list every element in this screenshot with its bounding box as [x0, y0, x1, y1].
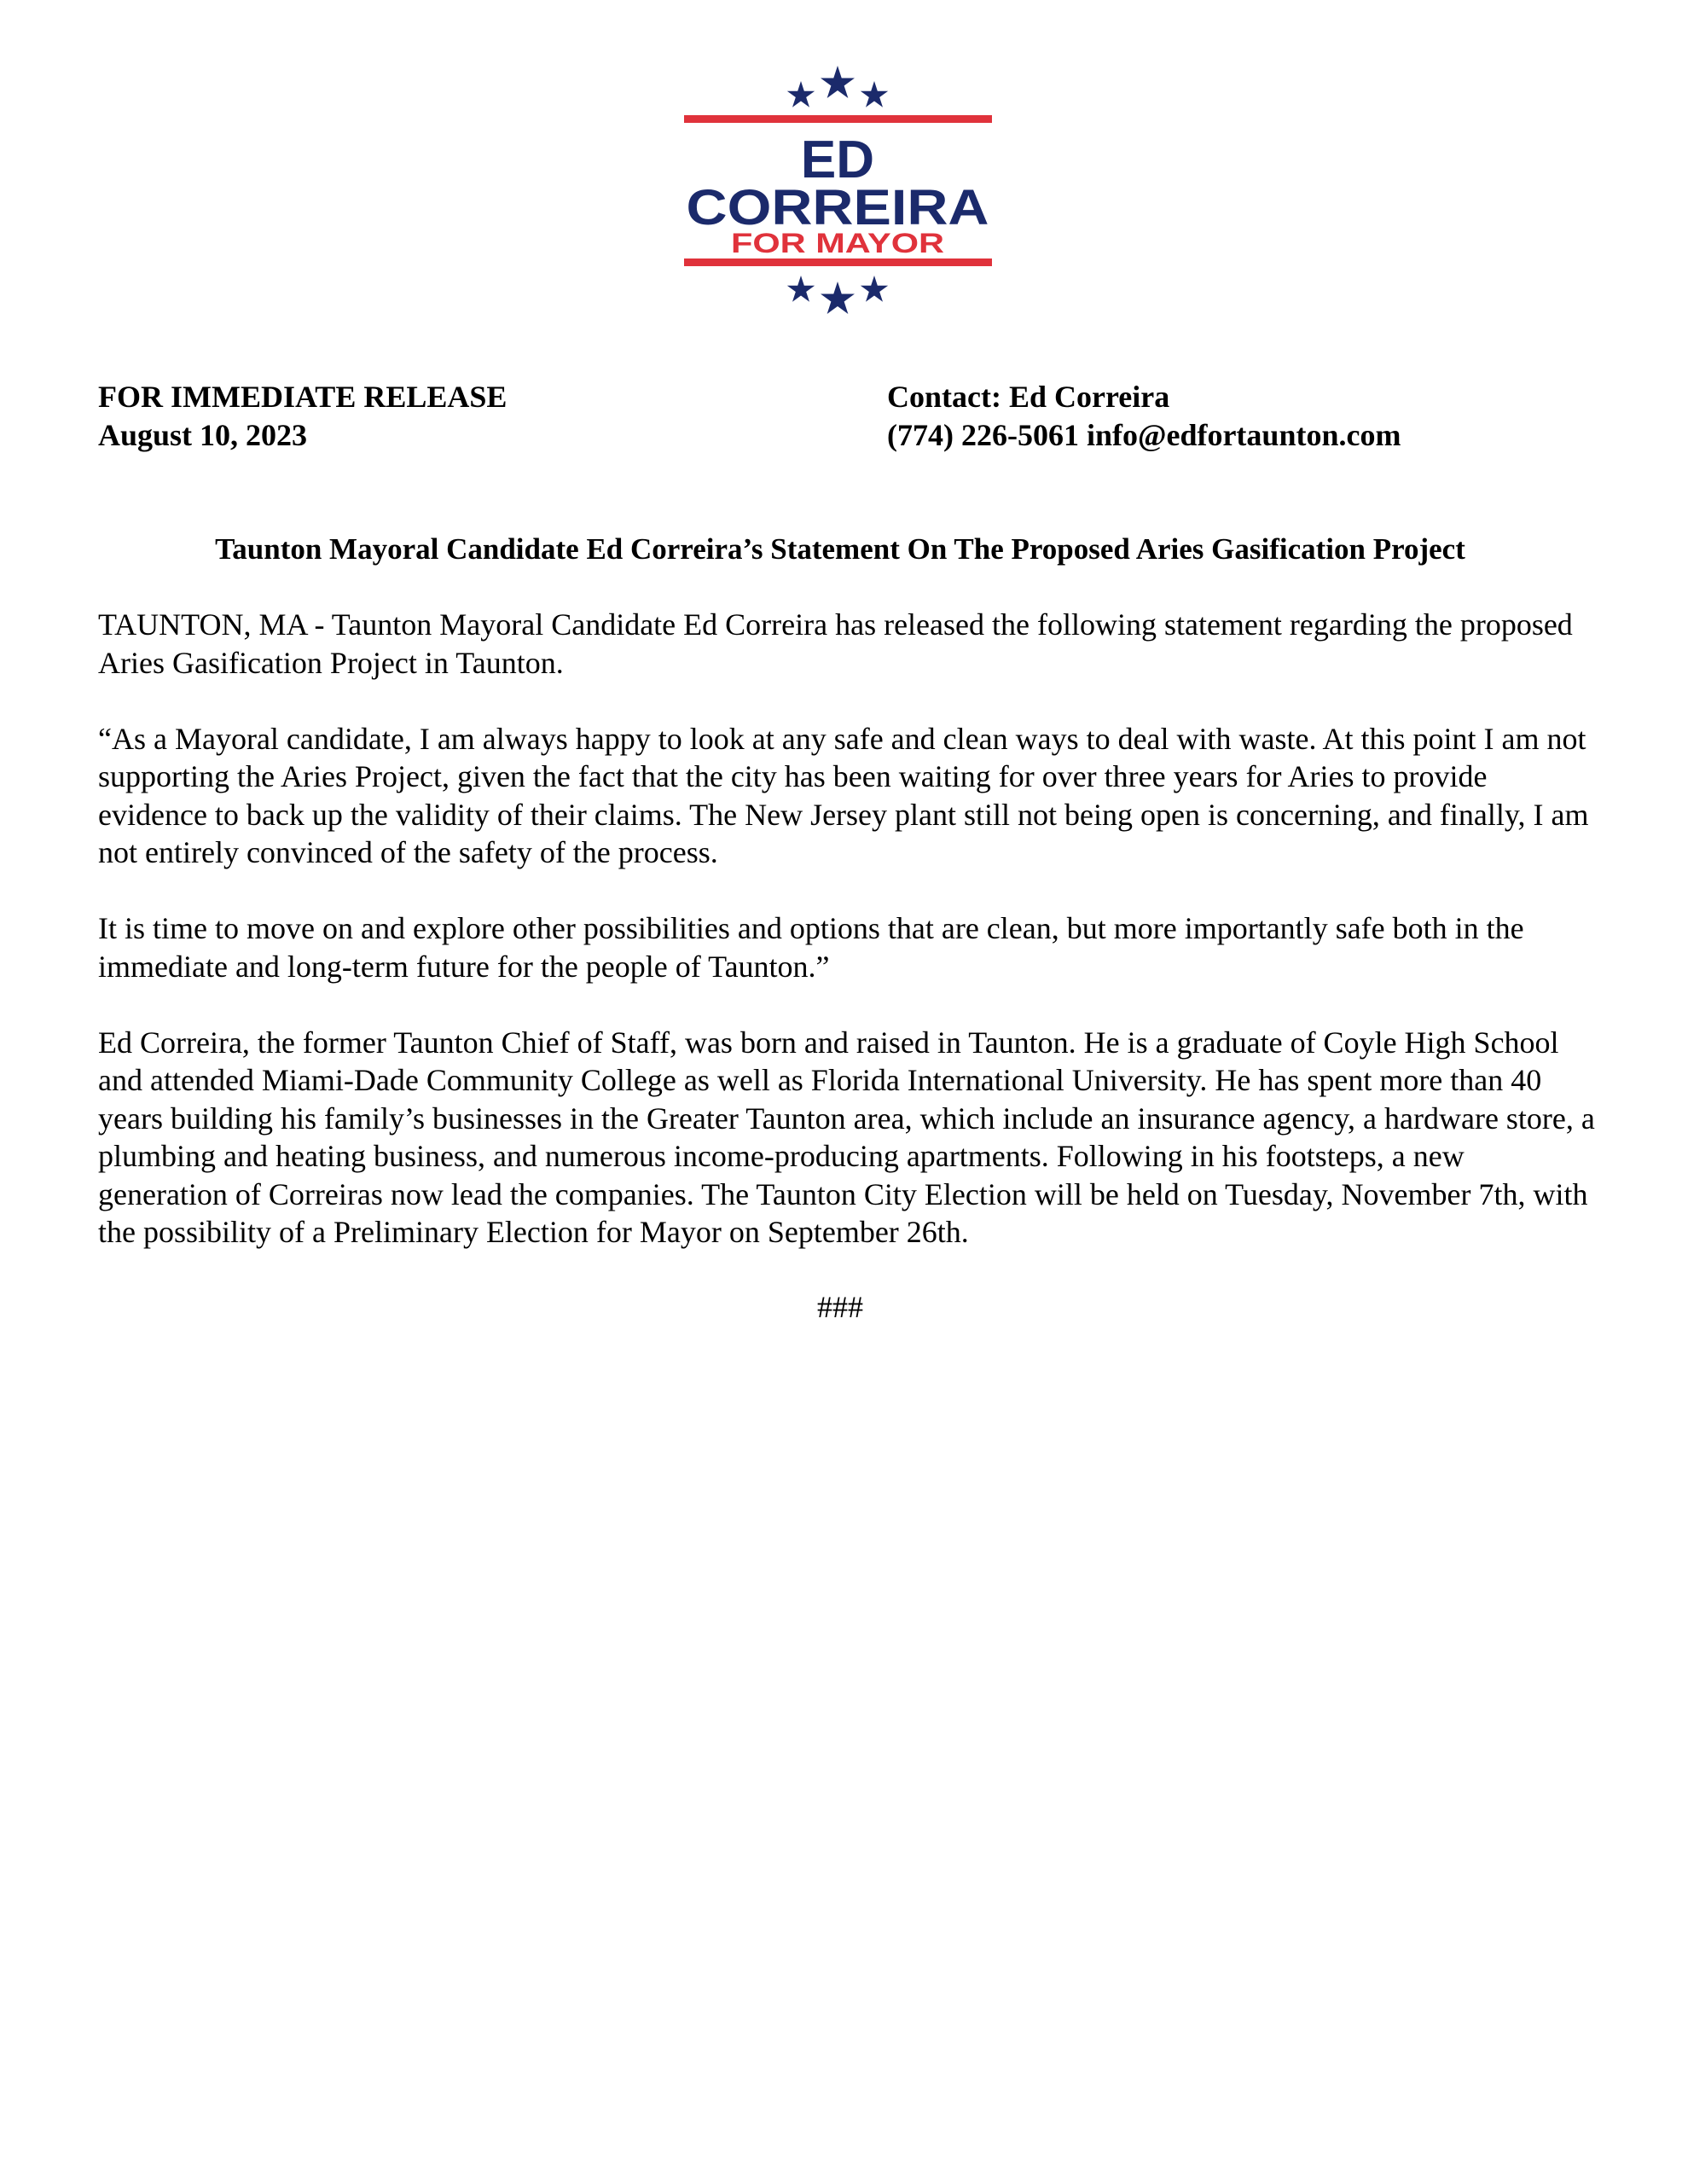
release-info — [98, 378, 507, 455]
paragraph-quote-2: It is time to move on and explore other possibilities and options that are clean, but more importantly safe both in the immediate and long-term future for the people of Taunton.” — [98, 911, 1524, 984]
end-mark: ### — [817, 1290, 863, 1324]
logo-line-correira: CORREIRA — [686, 180, 989, 235]
paragraph-quote-1: “As a Mayoral candidate, I am always happy to look at any safe and clean ways to deal with waste. At this point I am not supporting the Aries Project, given the fact that the city has been waiting for over three years for Aries to provide evidence to back up the validity of their claims. The New Jersey plant still not being open is concerning, and finally, I am not entirely convinced of the safety of the process. — [98, 721, 1589, 869]
bottom-red-rule — [684, 258, 992, 266]
top-red-rule — [684, 115, 992, 123]
paragraph-bio: Ed Correira, the former Taunton Chief of Staff, was born and raised in Taunton. He is a graduate of Coyle High School and attended Miami-Dade Community College as well as Florida International University. He has spent more than 40 years building his family’s businesses in the Greater Taunton area, which include an insurance agency, a hardware store, a plumbing and heating business, and numerous income-producing apartments. Following in his footsteps, a new generation of Correiras now lead the companies. The Taunton City Election will be held on Tuesday, November 7th, with the possibility of a Preliminary Election for Mayor on September 26th. — [98, 1025, 1595, 1249]
logo-line-ed: ED — [800, 131, 875, 189]
release-date: August 10, 2023 — [98, 418, 308, 452]
star-icon — [787, 276, 815, 302]
logo-line-for-mayor: FOR MAYOR — [731, 228, 944, 258]
star-icon — [787, 81, 815, 107]
star-icon — [821, 282, 855, 314]
release-label: FOR IMMEDIATE RELEASE — [98, 380, 508, 414]
headline: Taunton Mayoral Candidate Ed Correira’s Statement On The Proposed Aries Gasification Project — [215, 532, 1465, 566]
paragraph-intro: TAUNTON, MA - Taunton Mayoral Candidate Ed Correira has released the following statement regarding the proposed Aries Gasification Project in Taunton. — [98, 607, 1573, 680]
press-release-body — [98, 606, 1595, 1252]
star-icon — [861, 81, 888, 107]
contact-phone-email: (774) 226-5061 info@edfortaunton.com — [887, 418, 1401, 452]
star-icon — [861, 276, 888, 302]
campaign-logo — [682, 64, 994, 320]
contact-name: Contact: Ed Correira — [887, 380, 1170, 414]
star-icon — [821, 66, 855, 98]
contact-info — [887, 378, 1401, 455]
